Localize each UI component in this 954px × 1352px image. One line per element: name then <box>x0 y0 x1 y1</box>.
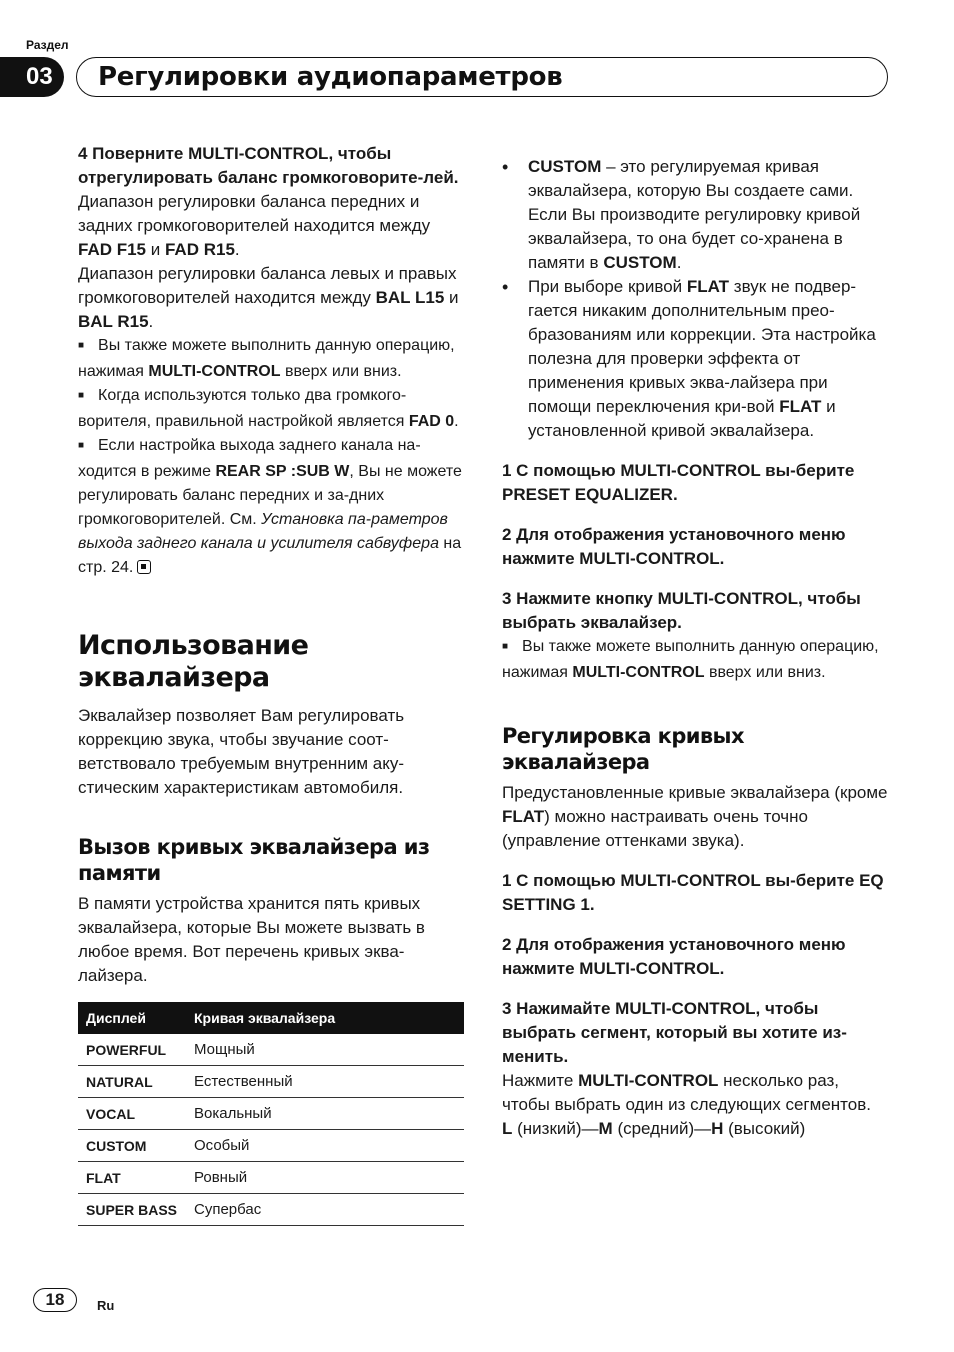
curve-cell: Особый <box>186 1130 464 1162</box>
display-cell: VOCAL <box>78 1098 186 1130</box>
equalizer-notes-list <box>502 155 890 443</box>
adjust-curves-heading: Регулировка кривых эквалайзера <box>502 724 744 774</box>
curve-cell: Ровный <box>186 1162 464 1194</box>
curve-cell: Естественный <box>186 1066 464 1098</box>
bal-range-paragraph: Диапазон регулировки баланса левых и правых громкоговорителей находится между BAL L15 и BAL R15. <box>78 264 459 331</box>
right-column <box>502 155 890 1141</box>
curve-cell: Супербас <box>186 1194 464 1226</box>
section-number-badge: 03 <box>0 57 64 97</box>
recall-heading: Вызов кривых эквалайзера из памяти <box>78 835 430 885</box>
display-cell: CUSTOM <box>78 1130 186 1162</box>
equalizer-heading: Использование эквалайзера <box>78 630 309 693</box>
preset-step-1: 1 С помощью MULTI-CONTROL вы-берите PRESET EQUALIZER. <box>502 461 855 504</box>
press-instruction: Нажмите MULTI-CONTROL несколько раз, чтобы выбрать один из следующих сегментов. <box>502 1071 871 1114</box>
column-header-curve: Кривая эквалайзера <box>186 1002 464 1034</box>
equalizer-curves-table <box>78 1002 464 1226</box>
display-cell: SUPER BASS <box>78 1194 186 1226</box>
table-row <box>78 1098 464 1130</box>
section-label: Раздел <box>26 38 69 52</box>
recall-text: В памяти устройства хранится пять кривых эквалайзера, которые Вы можете вызвать в любое время. Вот перечень кривых эква-лайзера. <box>78 894 425 985</box>
adjust-step-1: 1 С помощью MULTI-CONTROL вы-берите EQ SETTING 1. <box>502 871 884 914</box>
curve-cell: Мощный <box>186 1034 464 1066</box>
adjust-step-2: 2 Для отображения установочного меню нажмите MULTI-CONTROL. <box>502 935 846 978</box>
adjust-curves-text: Предустановленные кривые эквалайзера (кроме FLAT) можно настраивать очень точно (управление оттенками звука). <box>502 783 888 850</box>
page-number: 18 <box>33 1288 77 1312</box>
preset-step-3: 3 Нажмите кнопку MULTI-CONTROL, чтобы выбрать эквалайзер. <box>502 589 861 632</box>
note-multi-control-right: ■ Вы также можете выполнить данную операцию, нажимая MULTI-CONTROL вверх или вниз. <box>502 635 890 685</box>
segment-sequence: L (низкий)—M (средний)—H (высокий) <box>502 1119 806 1138</box>
table-row <box>78 1066 464 1098</box>
left-column <box>78 142 466 1226</box>
page-title: Регулировки аудиопараметров <box>98 62 563 92</box>
column-header-display: Дисплей <box>78 1002 186 1034</box>
equalizer-intro: Эквалайзер позволяет Вам регулировать коррекцию звука, чтобы звучание соот-ветствовало требуемым внутренним аку-стическим характеристикам автомобиля. <box>78 706 405 797</box>
adjust-step-3: 3 Нажимайте MULTI-CONTROL, чтобы выбрать сегмент, который вы хотите из-менить. <box>502 999 847 1066</box>
fad-range-paragraph: Диапазон регулировки баланса передних и задних громкоговорителей находится между FAD F15 и FAD R15. <box>78 192 431 259</box>
display-cell: NATURAL <box>78 1066 186 1098</box>
table-header-row <box>78 1002 464 1034</box>
table-row <box>78 1034 464 1066</box>
preset-step-2: 2 Для отображения установочного меню нажмите MULTI-CONTROL. <box>502 525 846 568</box>
cross-reference-link: Установка па-раметров выхода заднего канала и усилителя сабвуфера <box>78 511 448 552</box>
display-cell: POWERFUL <box>78 1034 186 1066</box>
table-row <box>78 1162 464 1194</box>
step-4-heading: 4 Поверните MULTI-CONTROL, чтобы отрегулировать баланс громкоговорите-лей. <box>78 144 459 187</box>
display-cell: FLAT <box>78 1162 186 1194</box>
note-rear-output: ■ Если настройка выхода заднего канала на-ходится в режиме REAR SP :SUB W, Вы не можете регулировать баланс передних и за-дних громкоговорителей. См. Установка па-раметров выхода заднего канала и усилителя сабвуфера на стр. 24. <box>78 434 466 580</box>
end-of-section-icon <box>137 560 151 574</box>
language-code: Ru <box>97 1298 115 1313</box>
curve-cell: Вокальный <box>186 1098 464 1130</box>
note-multi-control: ■ Вы также можете выполнить данную операцию, нажимая MULTI-CONTROL вверх или вниз. <box>78 334 466 384</box>
table-row <box>78 1130 464 1162</box>
list-item-flat: • При выборе кривой FLAT звук не подвер-гается никаким дополнительным прео-бразованиям или коррекции. Эта настройка полезна для проверки эффекта от применения кривых эква-лайзера при помощи переключения кри-вой FLAT и установленной кривой эквалайзера. <box>502 275 890 443</box>
table-row <box>78 1194 464 1226</box>
list-item-custom: • CUSTOM – это регулируемая кривая эквалайзера, которую Вы создаете сами. Если Вы производите регулировку кривой эквалайзера, то она будет со-хранена в памяти в CUSTOM. <box>502 155 890 275</box>
note-two-speakers: ■ Когда используются только два громкого-ворителя, правильной настройкой является FAD 0. <box>78 384 466 434</box>
